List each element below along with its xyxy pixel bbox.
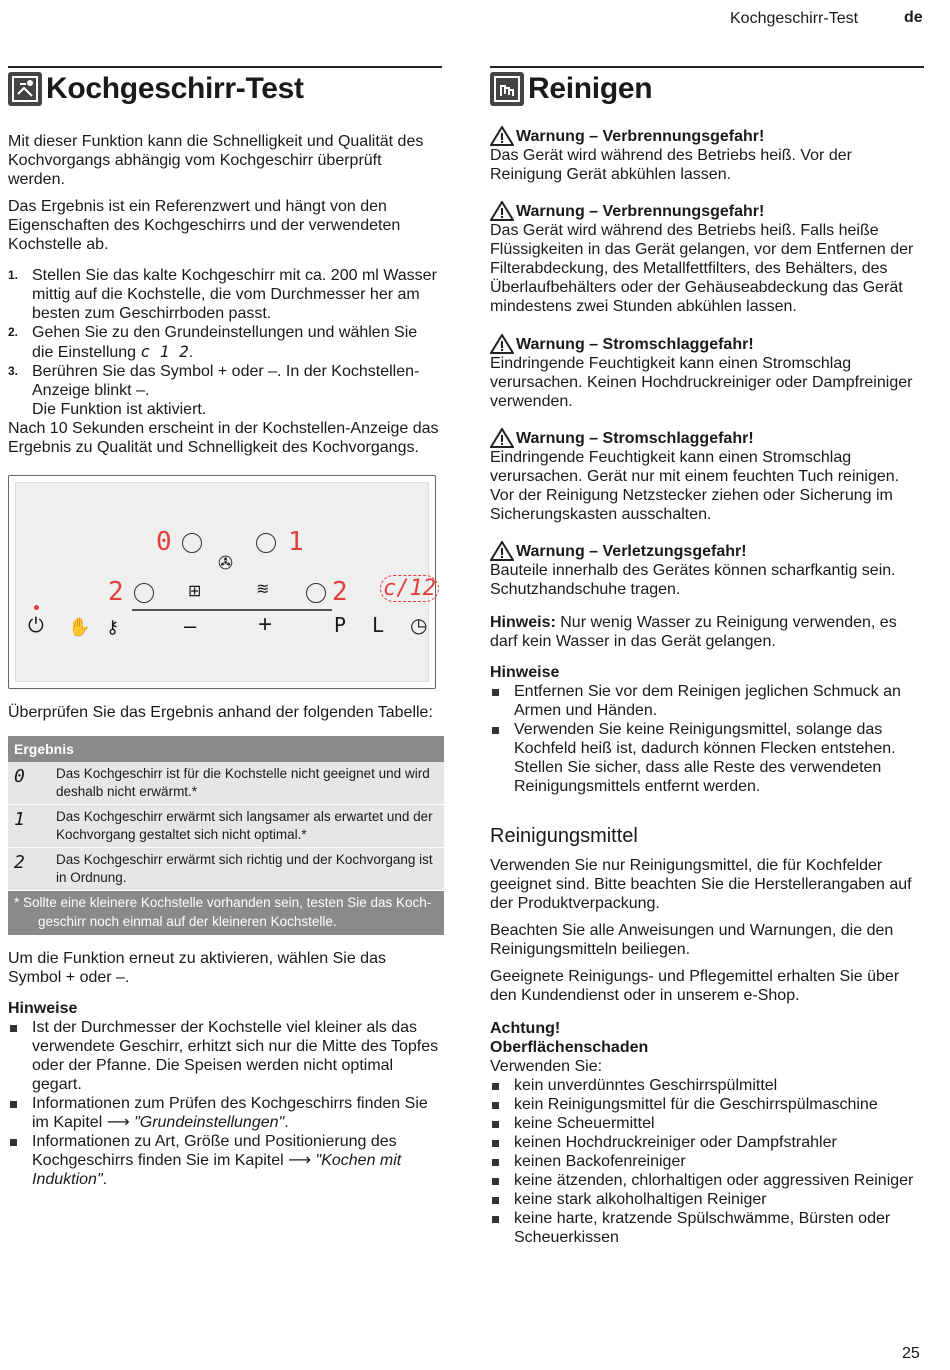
display-zone-top-left: 0: [156, 527, 172, 557]
reactivate-paragraph: Um die Funktion erneut zu aktivieren, wählen Sie das Symbol + oder –.: [8, 950, 386, 986]
step-result: Die Funktion ist aktiviert.: [32, 401, 207, 418]
cleaning-icon: [490, 72, 524, 106]
warning-icon: [490, 201, 514, 221]
display-zone-mid-right: 2: [332, 577, 348, 607]
display-zone-top-right: 1: [288, 527, 304, 557]
subsection-title: Reinigungsmittel: [490, 825, 638, 847]
list-item: keinen Backofenreiniger: [490, 1152, 924, 1171]
table-row: 1 Das Kochgeschirr erwärmt sich langsamer als erwartet und der Kochvorgang gestaltet sich nicht optimal.*: [8, 805, 444, 848]
header-language: de: [904, 9, 923, 26]
plus-icon[interactable]: +: [258, 611, 273, 638]
table-row: 0 Das Kochgeschirr ist für die Kochstelle nicht geeignet und wird deshalb nicht erwärmt.*: [8, 762, 444, 805]
display-blinking-setting: c/12: [380, 575, 439, 602]
display-zone-mid-left: 2: [108, 577, 124, 607]
result-table: [8, 736, 444, 935]
step-item: 1. Stellen Sie das kalte Kochgeschirr mit ca. 200 ml Wasser mittig auf die Kochstelle, die vom Durchmesser her am besten zum Geschirrboden passt.: [8, 267, 437, 322]
page-number: 25: [902, 1345, 920, 1362]
table-footnote: * Sollte eine kleinere Kochstelle vorhanden sein, testen Sie das Koch- geschirr noch einmal auf der kleineren Kochstelle.: [8, 891, 444, 935]
list-item: kein Reinigungsmittel für die Geschirrspülmaschine: [490, 1095, 924, 1114]
warning-icon: [490, 126, 514, 146]
list-item: keine harte, kratzende Spülschwämme, Bürsten oder Scheuerkissen: [490, 1209, 924, 1247]
right-column: [490, 66, 924, 1247]
step-item: 2. Gehen Sie zu den Grundeinstellungen und wählen Sie die Einstellung c 1 2.: [8, 324, 418, 361]
warning-block: Warnung – Stromschlaggefahr! Eindringende Feuchtigkeit kann einen Stromschlag verursachen. Gerät nur mit einem feuchten Tuch reinigen. Vor der Reinigung Netzstecker ziehen oder Sicherung im Sicherungskasten ausschalten.: [490, 429, 900, 523]
warning-icon: [490, 541, 514, 561]
damage-heading: Oberflächenschaden: [490, 1039, 649, 1056]
intro-paragraph-1: Mit dieser Funktion kann die Schnelligkeit und Qualität des Kochvorgangs abhängig vom Kochgeschirr überprüft werden.: [8, 133, 424, 188]
chapter-link[interactable]: "Grundeinstellungen": [134, 1114, 285, 1131]
chapter-link[interactable]: "Kochen mit Induktion": [32, 1152, 402, 1188]
child-lock-icon[interactable]: ⚷: [106, 617, 120, 637]
list-item: keinen Hochdruckreiniger oder Dampfstrahler: [490, 1133, 924, 1152]
cleaner-paragraph-2: Beachten Sie alle Anweisungen und Warnungen, die den Reinigungsmitteln beiliegen.: [490, 922, 894, 958]
hob-control-panel-illustration: [8, 475, 436, 689]
prohibited-list: [490, 1076, 924, 1247]
warning-block: Warnung – Verletzungsgefahr! Bauteile innerhalb des Gerätes können scharfkantig sein. Schutzhandschuhe tragen.: [490, 542, 896, 598]
notes-heading: Hinweise: [8, 1000, 78, 1017]
warning-block: Warnung – Verbrennungsgefahr! Das Gerät wird während des Betriebs heiß. Vor der Reinigung Gerät abkühlen lassen.: [490, 127, 852, 183]
timer-icon[interactable]: ◷: [410, 615, 428, 637]
minus-icon[interactable]: –: [184, 613, 197, 638]
section-header-cleaning: [490, 66, 924, 108]
warning-icon: [490, 334, 514, 354]
list-item: Entfernen Sie vor dem Reinigen jeglichen Schmuck an Armen und Händen.: [490, 682, 924, 720]
notes-list: [8, 1018, 442, 1189]
page-title: Kochgeschirr-Test: [46, 72, 304, 105]
cookware-test-icon: [8, 72, 42, 106]
list-item: Verwenden Sie keine Reinigungsmittel, solange das Kochfeld heiß ist, dadurch können Flecken entstehen. Stellen Sie sicher, dass alle Reste des verwendeten Reinigungsmittels entfernt werden.: [490, 720, 924, 796]
check-paragraph: Überprüfen Sie das Ergebnis anhand der folgenden Tabelle:: [8, 704, 433, 721]
cleaner-paragraph-1: Verwenden Sie nur Reinigungsmittel, die für Kochfelder geeignet sind. Bitte beachten Sie die Herstellerangaben auf der Produktverpackung.: [490, 857, 912, 912]
list-item: Informationen zum Prüfen des Kochgeschirrs finden Sie im Kapitel ⟶ "Grundeinstellungen".: [8, 1094, 442, 1132]
zone-circle-icon: [182, 533, 202, 553]
warning-icon: [490, 428, 514, 448]
list-item: Informationen zu Art, Größe und Positionierung des Kochgeschirrs finden Sie im Kapitel ⟶ "Kochen mit Induktion".: [8, 1132, 442, 1189]
warning-block: Warnung – Verbrennungsgefahr! Das Gerät wird während des Betriebs heiß. Falls heiße Flüssigkeiten in das Gerät gelangen, vor dem Entfernen der Filterabdeckung, des Metallfettfilters, des Behälters, des Überlaufbehälters oder der Gehäuseabdeckung das Gerät mindestens zwei Stunden abkühlen lassen.: [490, 202, 914, 315]
header-title: Kochgeschirr-Test: [730, 10, 859, 27]
power-boost-icon: ≋: [256, 581, 270, 598]
list-item: keine stark alkoholhaltigen Reiniger: [490, 1190, 924, 1209]
hint-paragraph: Hinweis: Nur wenig Wasser zu Reinigung verwenden, es darf kein Wasser in das Gerät gelangen.: [490, 614, 897, 650]
setting-code: c 1 2: [140, 342, 189, 361]
step-item: 3. Berühren Sie das Symbol + oder –. In der Kochstellen-Anzeige blinkt –. Die Funktion ist aktiviert.: [8, 363, 420, 418]
intro-paragraph-2: Das Ergebnis ist ein Referenzwert und hängt von den Eigenschaften des Kochgeschirrs und der verwendeten Kochstelle ab.: [8, 198, 401, 253]
notes-list: [490, 682, 924, 796]
zone-circle-icon: [306, 583, 326, 603]
power-icon[interactable]: ⏻: [28, 615, 44, 637]
keep-warm-icon[interactable]: L: [372, 613, 385, 637]
use-label: Verwenden Sie:: [490, 1058, 603, 1075]
steps-list: [8, 266, 442, 419]
list-item: keine Scheuermittel: [490, 1114, 924, 1133]
left-column: [8, 66, 442, 1189]
flex-zone-icon: ⊞: [188, 583, 202, 600]
section-header-cookware-test: [8, 66, 442, 108]
divider-line: [132, 609, 332, 611]
warning-block: Warnung – Stromschlaggefahr! Eindringende Feuchtigkeit kann einen Stromschlag verursachen. Keinen Hochdruckreiniger oder Dampfreiniger verwenden.: [490, 335, 913, 410]
wipe-protection-icon[interactable]: ✋: [68, 617, 91, 637]
status-dot: [34, 605, 39, 610]
attention-heading: Achtung!: [490, 1020, 561, 1037]
after-steps-paragraph: Nach 10 Sekunden erscheint in der Kochstellen-Anzeige das Ergebnis zu Qualität und Schnelligkeit des Kochvorgangs.: [8, 420, 439, 456]
zone-circle-icon: [256, 533, 276, 553]
fan-icon: ✇: [218, 553, 234, 573]
cleaner-paragraph-3: Geeignete Reinigungs- und Pflegemittel erhalten Sie über den Kundendienst oder in unserem e-Shop.: [490, 968, 900, 1004]
notes-heading: Hinweise: [490, 664, 560, 681]
list-item: kein unverdünntes Geschirrspülmittel: [490, 1076, 924, 1095]
section-title: Reinigen: [528, 72, 653, 105]
zone-circle-icon: [134, 583, 154, 603]
list-item: keine ätzenden, chlorhaltigen oder aggressiven Reiniger: [490, 1171, 924, 1190]
powermove-icon[interactable]: P: [334, 613, 347, 637]
table-header: Ergebnis: [8, 736, 444, 762]
list-item: Ist der Durchmesser der Kochstelle viel kleiner als das verwendete Geschirr, erhitzt sich nur die Mitte des Topfes oder der Pfanne. Die Speisen werden nicht optimal gegart.: [8, 1018, 442, 1094]
table-row: 2 Das Kochgeschirr erwärmt sich richtig und der Kochvorgang ist in Ordnung.: [8, 848, 444, 891]
